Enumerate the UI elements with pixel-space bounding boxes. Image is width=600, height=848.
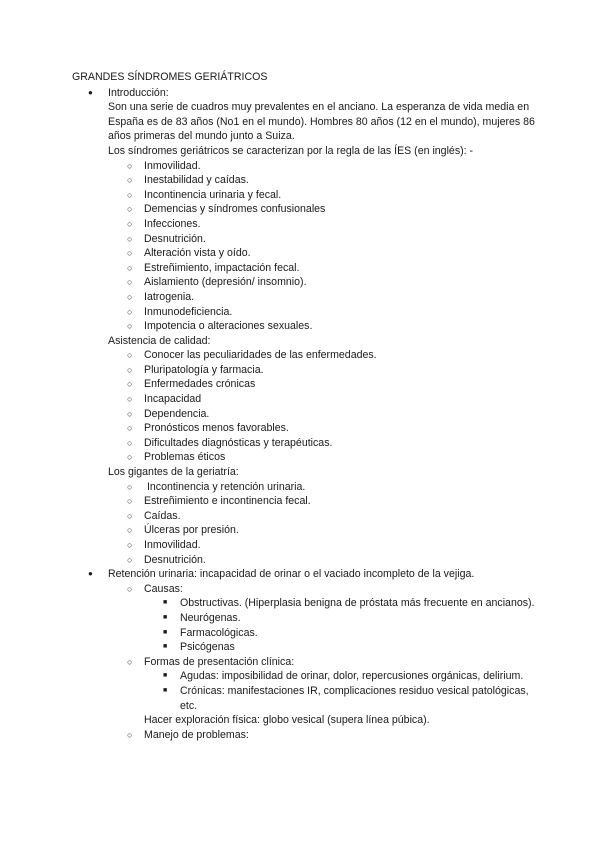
circle-bullet: ○ (127, 233, 133, 244)
circle-bullet: ○ (127, 540, 133, 550)
quality-lead: Asistencia de calidad: (108, 334, 211, 347)
list-item (72, 246, 540, 261)
ies-item: Incontinencia urinaria y fecal. (144, 188, 282, 201)
circle-bullet: ○ (127, 306, 133, 317)
ies-item: Infecciones. (144, 217, 201, 230)
causes-label: Causas: (144, 582, 183, 595)
circle-bullet: ○ (127, 364, 133, 375)
circle-bullet: ○ (127, 452, 133, 463)
square-bullet: ■ (163, 643, 168, 651)
quality-item: Pluripatología y farmacia. (144, 363, 264, 376)
circle-bullet: ○ (127, 379, 133, 390)
circle-bullet: ○ (127, 248, 133, 259)
circle-bullet: ○ (127, 204, 133, 215)
circle-bullet: ○ (127, 160, 133, 171)
cause-item: Neurógenas. (180, 611, 241, 624)
list-item (72, 188, 540, 203)
ies-lead: Los síndromes geriátricos se caracterizan por la regla de las ÍES (en inglés): - (108, 144, 474, 157)
list-item (72, 319, 540, 334)
ies-item: Demencias y síndromes confusionales (144, 203, 326, 216)
document-content (72, 70, 540, 742)
retention-section (72, 567, 540, 742)
quality-item: Conocer las peculiaridades de las enfermedades. (144, 349, 377, 362)
list-item (72, 480, 540, 495)
list-item (72, 348, 540, 363)
circle-bullet: ○ (127, 218, 133, 229)
list-item (72, 494, 540, 509)
ies-item: Desnutrición. (144, 232, 206, 245)
quality-item: Dificultades diagnósticas y terapéuticas. (144, 436, 333, 449)
list-item (72, 450, 540, 465)
circle-bullet: ○ (127, 525, 133, 536)
circle-bullet: ○ (127, 321, 133, 332)
intro-paragraph-block (72, 100, 540, 158)
intro-paragraph: Son una serie de cuadros muy prevalentes en el anciano. La esperanza de vida media en España es de 83 años (No1 en el mundo). Hombres 80 años (12 en el mundo), mujeres 86 años primeras del mundo junto a Suiza. (108, 101, 535, 143)
quality-item: Problemas éticos (144, 451, 226, 464)
circle-bullet: ○ (127, 189, 133, 200)
circle-bullet: ○ (127, 277, 133, 288)
circle-bullet: ○ (127, 481, 133, 492)
list-item-manejo (72, 728, 540, 743)
circle-bullet: ○ (127, 408, 133, 419)
list-item (72, 684, 540, 713)
form-item: Crónicas: manifestaciones IR, complicaciones residuo vesical patológicas, etc. (180, 684, 529, 712)
exploration-text: Hacer exploración física: globo vesical (supera línea púbica). (144, 714, 430, 727)
circle-bullet: ○ (127, 437, 133, 448)
giants-lead: Los gigantes de la geriatría: (108, 466, 239, 479)
list-item (72, 509, 540, 524)
ies-item: Estreñimiento, impactación fecal. (144, 261, 300, 274)
ies-item: Aislamiento (depresión/ insomnio). (144, 276, 307, 289)
square-bullet: ■ (163, 672, 168, 680)
circle-bullet: ○ (127, 729, 133, 740)
circle-bullet: ○ (127, 291, 133, 302)
retention-heading: Retención urinaria: incapacidad de orinar o el vaciado incompleto de la vejiga. (108, 568, 475, 581)
list-item (72, 377, 540, 392)
list-item (72, 640, 540, 655)
list-item (72, 523, 540, 538)
circle-bullet: ○ (127, 350, 133, 361)
ies-item: Inmovilidad. (144, 159, 201, 172)
square-bullet: ■ (163, 628, 168, 636)
list-item (72, 436, 540, 451)
list-item-introduccion (72, 86, 540, 101)
document-title: GRANDES SÍNDROMES GERIÁTRICOS (72, 71, 268, 83)
list-item (72, 611, 540, 626)
quality-list (72, 348, 540, 465)
list-item (72, 669, 540, 684)
list-item-retencion (72, 567, 540, 582)
ies-item: Alteración vista y oído. (144, 247, 251, 260)
management-label: Manejo de problemas: (144, 728, 249, 741)
cause-item: Psicógenas (180, 641, 235, 654)
giants-item: Estreñimiento e incontinencia fecal. (144, 495, 311, 508)
top-level-list (72, 86, 540, 159)
ies-item: Iatrogenia. (144, 290, 195, 303)
circle-bullet: ○ (127, 583, 133, 594)
circle-bullet: ○ (127, 554, 133, 565)
square-bullet: ■ (163, 599, 168, 607)
list-item (72, 626, 540, 641)
giants-item: Desnutrición. (144, 553, 206, 566)
list-item (72, 217, 540, 232)
list-item (72, 305, 540, 320)
list-item-formas (72, 655, 540, 670)
circle-bullet: ○ (127, 394, 133, 405)
giants-item: Inmovilidad. (144, 539, 201, 551)
forms-label: Formas de presentación clínica: (144, 655, 295, 668)
circle-bullet: ○ (127, 496, 133, 507)
list-item (72, 421, 540, 436)
ies-item: Impotencia o alteraciones sexuales. (144, 320, 313, 333)
giants-item: Úlceras por presión. (144, 524, 239, 537)
list-item (72, 173, 540, 188)
circle-bullet: ○ (127, 262, 133, 273)
disc-bullet: ● (88, 87, 93, 97)
circle-bullet: ○ (127, 175, 133, 186)
square-bullet: ■ (163, 686, 168, 694)
list-item (72, 290, 540, 305)
cause-item: Farmacológicas. (180, 626, 258, 639)
circle-bullet: ○ (127, 656, 133, 667)
ies-list (72, 159, 540, 334)
list-item (72, 202, 540, 217)
giants-list (72, 480, 540, 568)
list-item (72, 261, 540, 276)
intro-heading: Introducción: (108, 86, 169, 99)
form-item: Agudas: imposibilidad de orinar, dolor, repercusiones orgánicas, delirium. (180, 670, 524, 683)
quality-item: Pronósticos menos favorables. (144, 422, 289, 435)
ies-item: Inestabilidad y caídas. (144, 174, 249, 187)
giants-item: Incontinencia y retención urinaria. (144, 480, 306, 493)
list-item-causas (72, 582, 540, 597)
cause-item: Obstructivas. (Hiperplasia benigna de próstata más frecuente en ancianos). (180, 597, 535, 610)
list-item (72, 538, 540, 553)
list-item (72, 407, 540, 422)
quality-item: Dependencia. (144, 407, 210, 420)
list-item (72, 232, 540, 247)
list-item (72, 596, 540, 611)
quality-item: Enfermedades crónicas (144, 378, 256, 391)
giants-item: Caídas. (144, 509, 181, 522)
list-item (72, 275, 540, 290)
circle-bullet: ○ (127, 423, 133, 434)
quality-item: Incapacidad (144, 393, 202, 406)
circle-bullet: ○ (127, 510, 133, 521)
ies-item: Inmunodeficiencia. (144, 305, 233, 318)
list-item (72, 159, 540, 174)
list-item (72, 392, 540, 407)
exploration-line (72, 713, 540, 728)
square-bullet: ■ (163, 613, 168, 621)
list-item (72, 553, 540, 568)
list-item (72, 363, 540, 378)
disc-bullet: ● (88, 569, 93, 579)
